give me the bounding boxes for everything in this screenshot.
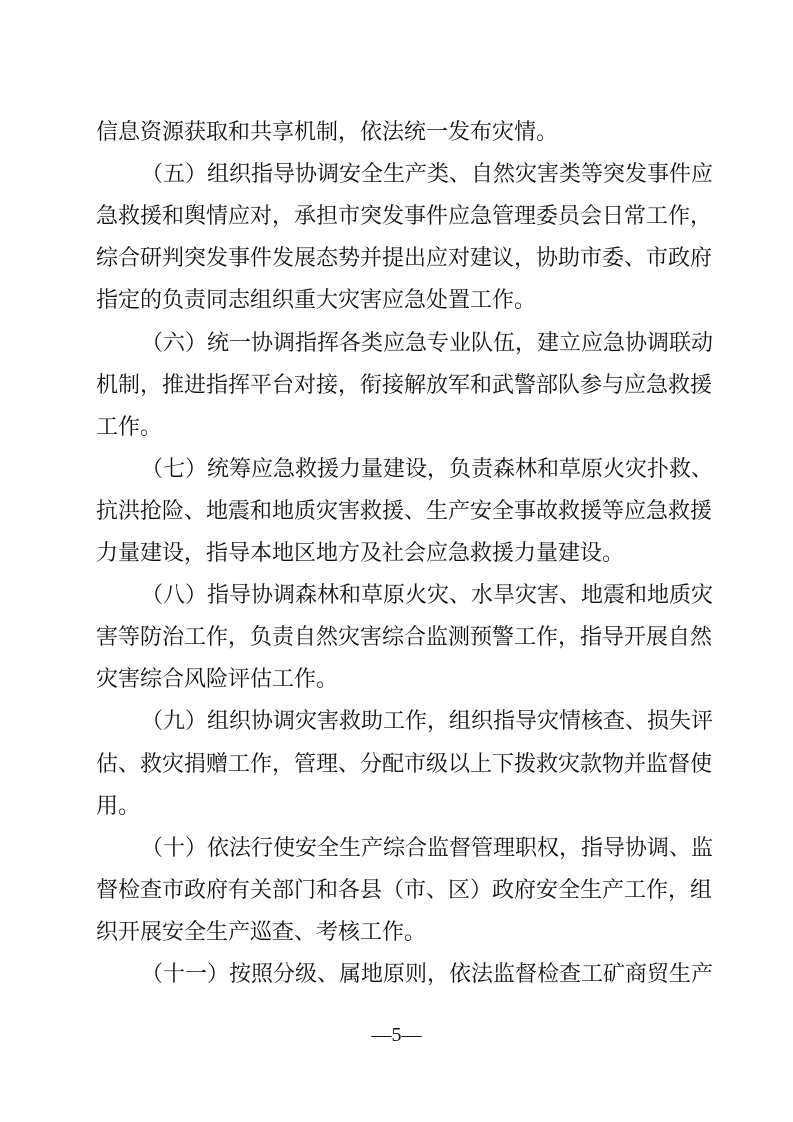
text-line-17: 用。 (96, 794, 141, 819)
text-line-13: 害等防治工作，负责自然灾害综合监测预警工作，指导开展自然 (96, 625, 713, 650)
text-line-14: 灾害综合风险评估工作。 (96, 667, 339, 692)
text-line-10: 抗洪抢险、地震和地质灾害救援、生产安全事故救援等应急救援 (96, 499, 713, 524)
text-line-3: 急救援和舆情应对，承担市突发事件应急管理委员会日常工作， (96, 204, 713, 229)
text-line-20: 织开展安全生产巡查、考核工作。 (96, 920, 427, 945)
text-line-8: 工作。 (96, 415, 163, 440)
text-line-21: （十一）按照分级、属地原则，依法监督检查工矿商贸生产 (141, 962, 714, 987)
text-line-16: 估、救灾捐赠工作，管理、分配市级以上下拨救灾款物并监督使 (96, 752, 713, 777)
text-line-15: （九）组织协调灾害救助工作，组织指导灾情核查、损失评 (141, 709, 714, 734)
text-line-2: （五）组织指导协调安全生产类、自然灾害类等突发事件应 (141, 162, 714, 187)
text-line-1: 信息资源获取和共享机制，依法统一发布灾情。 (96, 120, 559, 145)
text-line-11: 力量建设，指导本地区地方及社会应急救援力量建设。 (96, 541, 625, 566)
text-line-9: （七）统筹应急救援力量建设，负责森林和草原火灾扑救、 (141, 457, 714, 482)
text-line-19: 督检查市政府有关部门和各县（市、区）政府安全生产工作，组 (96, 878, 713, 903)
page-number: —5— (371, 1024, 422, 1046)
text-line-6: （六）统一协调指挥各类应急专业队伍，建立应急协调联动 (141, 331, 714, 356)
text-line-4: 综合研判突发事件发展态势并提出应对建议，协助市委、市政府 (96, 246, 713, 271)
text-line-7: 机制，推进指挥平台对接，衔接解放军和武警部队参与应急救援 (96, 373, 713, 398)
text-line-18: （十）依法行使安全生产综合监督管理职权，指导协调、监 (141, 836, 714, 861)
text-line-12: （八）指导协调森林和草原火灾、水旱灾害、地震和地质灾 (141, 583, 714, 608)
text-line-5: 指定的负责同志组织重大灾害应急处置工作。 (96, 288, 537, 313)
